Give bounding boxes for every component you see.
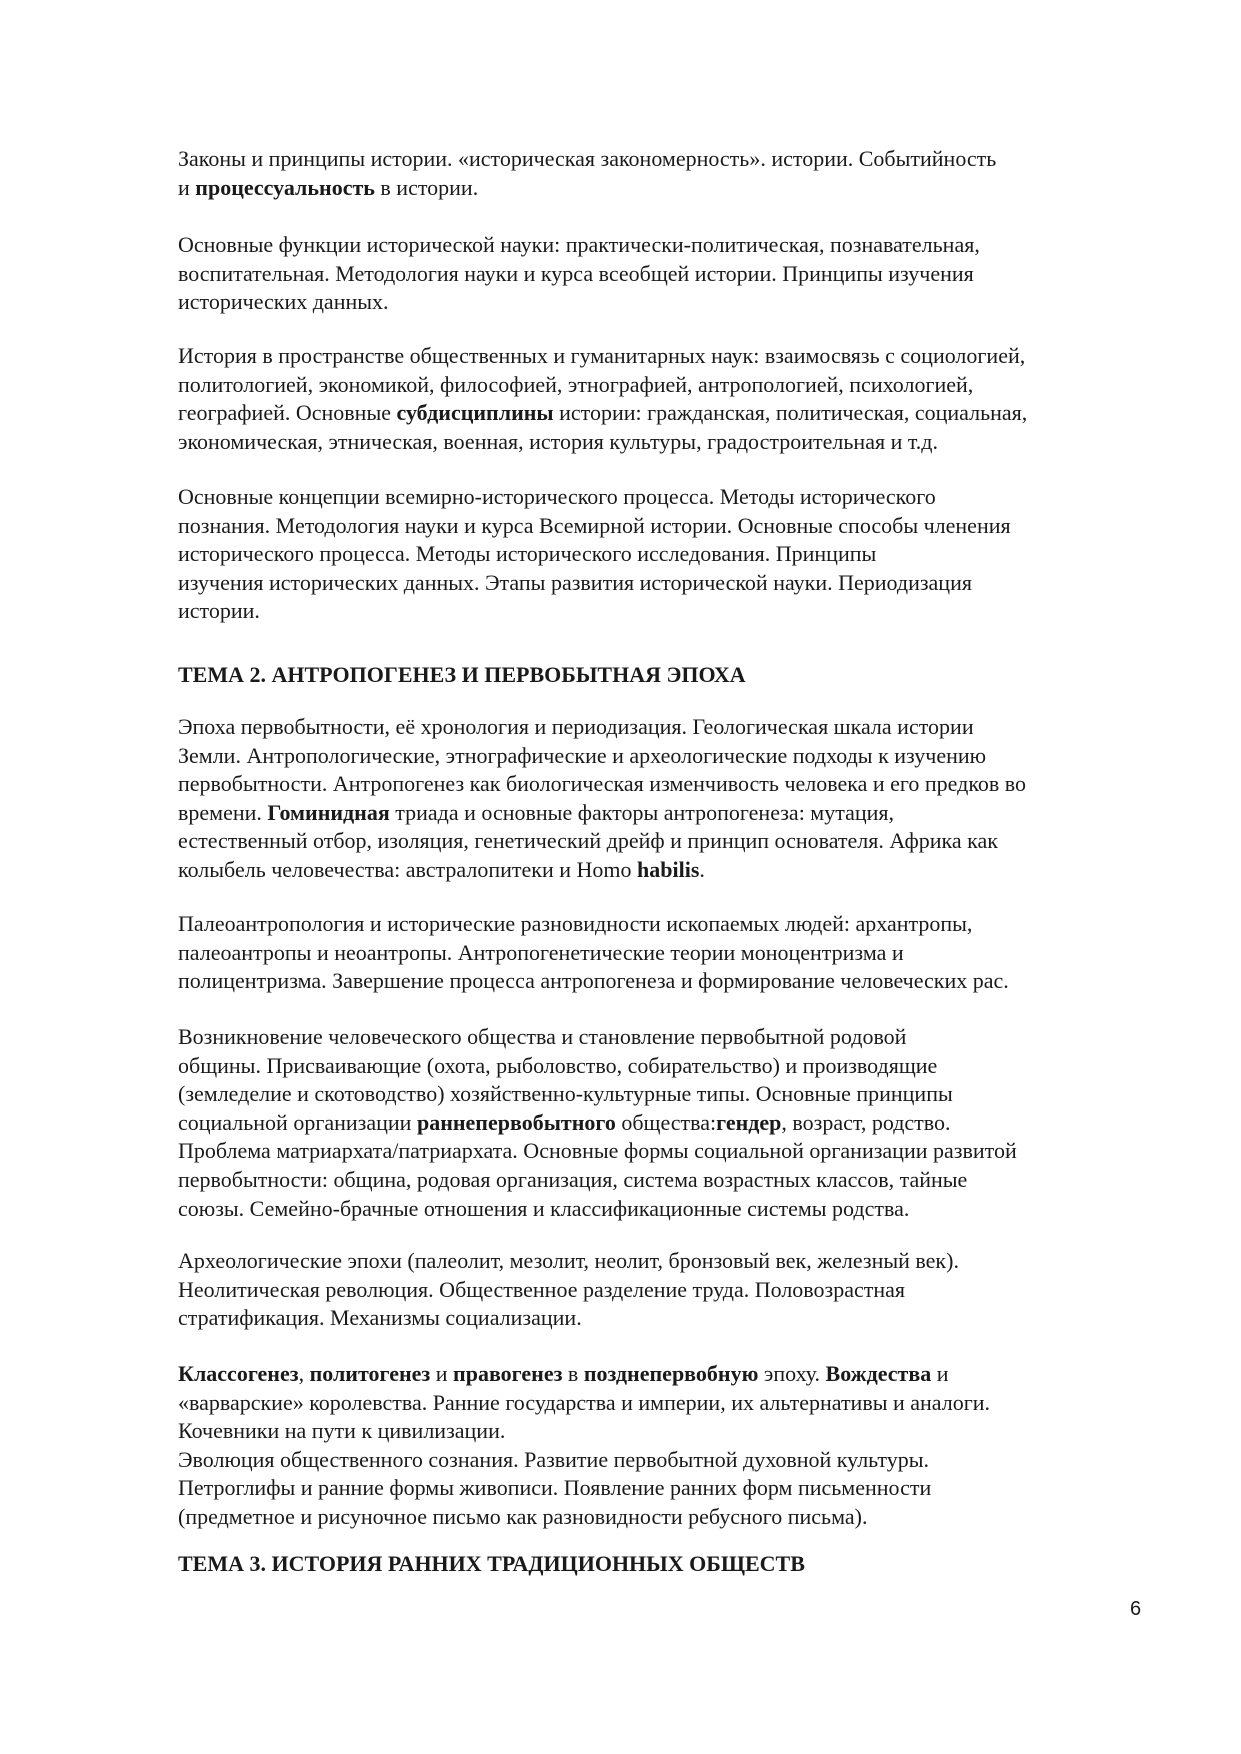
text-line: Классогенез, политогенез и правогенез в позднепервобную эпоху. Вождества и [178, 1361, 949, 1386]
text-line: воспитательная. Методология науки и курса всеобщей истории. Принципы изучения [178, 260, 974, 286]
text-line: Земли. Антропологические, этнографические и археологические подходы к изучению [178, 742, 987, 768]
text-line: Основные функции исторической науки: практически-политическая, познавательная, [178, 232, 980, 257]
text-line: Петроглифы и ранние формы живописи. Появление ранних форм письменности [178, 1475, 932, 1501]
text-line: Законы и принципы истории. «историческая закономерность». истории. Событийность [178, 146, 997, 171]
text-line: Эпоха первобытности, её хронология и периодизация. Геологическая шкала истории [178, 714, 974, 739]
paragraph-archaeological-epochs [178, 1247, 1178, 1333]
text-line: первобытности: община, родовая организация, система возрастных классов, тайные [178, 1166, 968, 1192]
text-line: изучения исторических данных. Этапы развития исторической науки. Периодизация [178, 569, 972, 595]
text-line: исторических данных. [178, 289, 389, 315]
paragraph-laws [178, 145, 1178, 202]
text-line: Палеоантропология и исторические разновидности ископаемых людей: архантропы, [178, 911, 973, 936]
text-line: познания. Методология науки и курса Всемирной истории. Основные способы членения [178, 512, 1011, 538]
text-line: экономическая, этническая, военная, история культуры, градостроительная и т.д. [178, 428, 938, 454]
text-line: исторического процесса. Методы исторического исследования. Принципы [178, 541, 877, 567]
text-line: Основные концепции всемирно-исторического процесса. Методы исторического [178, 484, 936, 509]
text-line: палеоантропы и неоантропы. Антропогенетические теории моноцентризма и [178, 939, 904, 965]
text-line: Археологические эпохи (палеолит, мезолит, неолит, бронзовый век, железный век). [178, 1248, 959, 1273]
text-line: естественный отбор, изоляция, генетический дрейф и принцип основателя. Африка как [178, 828, 998, 854]
text-line: социальной организации раннепервобытного общества:гендер, возраст, родство. [178, 1109, 951, 1135]
text-line: первобытности. Антропогенез как биологическая изменчивость человека и его предков во [178, 771, 1027, 797]
text-line: истории. [178, 598, 260, 624]
paragraph-concepts [178, 483, 1178, 626]
text-line: полицентризма. Завершение процесса антропогенеза и формирование человеческих рас. [178, 968, 1009, 994]
text-line: общины. Присваивающие (охота, рыболовство, собирательство) и производящие [178, 1052, 938, 1078]
text-line: стратификация. Механизмы социализации. [178, 1305, 582, 1331]
text-line: Кочевники на пути к цивилизации. [178, 1418, 506, 1444]
text-line: союзы. Семейно-брачные отношения и классификационные системы родства. [178, 1195, 910, 1221]
text-line: колыбель человечества: австралопитеки и Homo habilis. [178, 856, 705, 882]
text-line: (предметное и рисуночное письмо как разновидности ребусного письма). [178, 1503, 868, 1529]
paragraph-paleoanthropology [178, 910, 1178, 996]
text-line: Эволюция общественного сознания. Развитие первобытной духовной культуры. [178, 1446, 929, 1472]
section-heading-theme-3: ТЕМА 3. ИСТОРИЯ РАННИХ ТРАДИЦИОННЫХ ОБЩЕСТВ [178, 1551, 805, 1576]
text-line: (земледелие и скотоводство) хозяйственно-культурные типы. Основные принципы [178, 1081, 953, 1107]
text-line: географией. Основные субдисциплины истории: гражданская, политическая, социальная, [178, 400, 1028, 426]
text-line: и процессуальность в истории. [178, 174, 479, 200]
text-line: Возникновение человеческого общества и становление первобытной родовой [178, 1024, 907, 1049]
section-heading-theme-2: ТЕМА 2. АНТРОПОГЕНЕЗ И ПЕРВОБЫТНАЯ ЭПОХА [178, 662, 746, 687]
page-number: 6 [1130, 1598, 1142, 1620]
text-line: Проблема матриархата/патриархата. Основные формы социальной организации развитой [178, 1138, 1017, 1164]
text-line: История в пространстве общественных и гуманитарных наук: взаимосвязь с социологией, [178, 343, 1026, 368]
text-line: времени. Гоминидная триада и основные факторы антропогенеза: мутация, [178, 799, 895, 825]
paragraph-primitive-era [178, 713, 1178, 885]
paragraph-class-genesis [178, 1360, 1178, 1532]
paragraph-functions [178, 231, 1178, 317]
paragraph-society-origin [178, 1023, 1178, 1223]
paragraph-disciplines [178, 342, 1178, 456]
text-line: политологией, экономикой, философией, этнографией, антропологией, психологией, [178, 371, 974, 397]
text-line: Неолитическая революция. Общественное разделение труда. Половозрастная [178, 1276, 906, 1302]
text-line: «варварские» королевства. Ранние государства и империи, их альтернативы и аналоги. [178, 1389, 991, 1415]
